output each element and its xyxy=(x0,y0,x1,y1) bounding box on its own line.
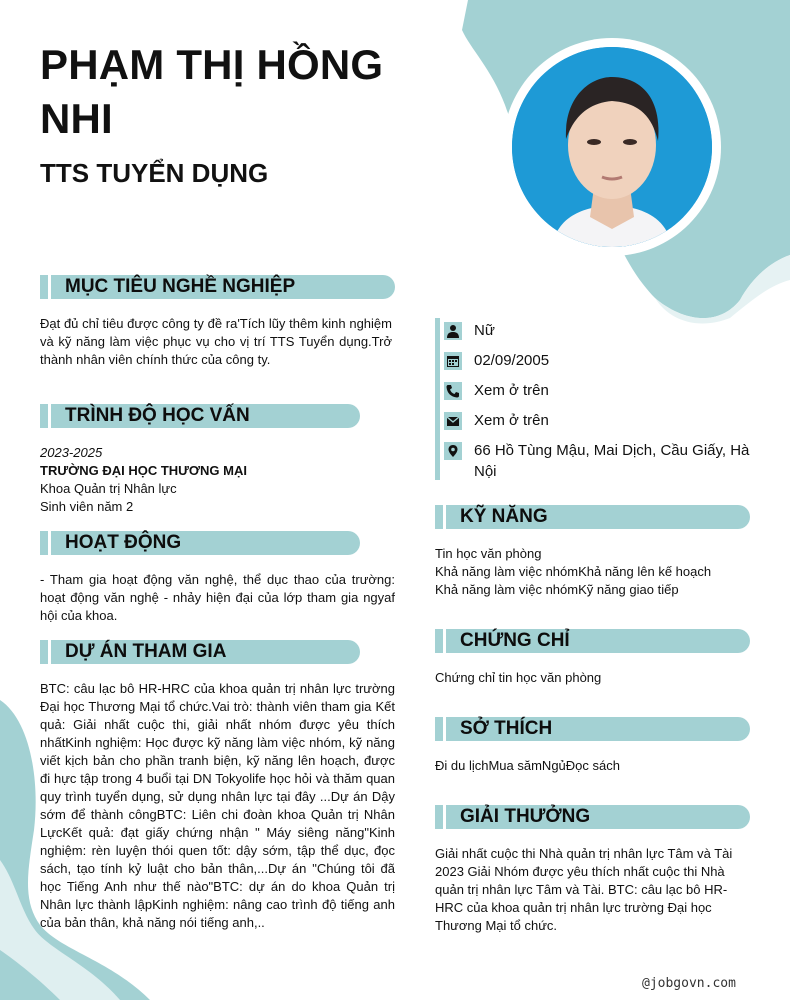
gender-value: Nữ xyxy=(474,322,495,339)
education-school: TRƯỜNG ĐẠI HỌC THƯƠNG MẠI xyxy=(40,463,247,478)
awards-heading xyxy=(435,805,750,829)
candidate-name: PHẠM THỊ HỒNG NHI xyxy=(40,41,384,142)
address-value: 66 Hồ Tùng Mậu, Mai Dịch, Cầu Giấy, Hà Nội xyxy=(474,442,750,480)
activities-heading-label: HOẠT ĐỘNG xyxy=(65,532,182,553)
education-heading-label: TRÌNH ĐỘ HỌC VẤN xyxy=(65,405,250,426)
job-title: TTS TUYỂN DỤNG xyxy=(40,158,269,188)
awards-heading-label: GIẢI THƯỞNG xyxy=(460,806,591,827)
education-year: Sinh viên năm 2 xyxy=(40,499,134,514)
location-pin-icon xyxy=(444,442,462,460)
email-icon xyxy=(444,412,462,430)
education-period: 2023-2025 xyxy=(40,445,103,460)
contact-accent-bar xyxy=(435,318,440,480)
activities-text: - Tham gia hoạt động văn nghệ, thể dục thao của trường: hoạt động văn nghệ - nhảy hiện đại của lớp tham gia ngyaf hội của khoa. xyxy=(40,572,395,623)
dob-value: 02/09/2005 xyxy=(474,352,550,369)
objective-text: Đạt đủ chỉ tiêu được công ty đề ra'Tích lũy thêm kinh nghiệm và kỹ năng làm việc phục vụ cho vị trí TTS Tuyển dụng.Trở thành nhân viên chính thức của công ty. xyxy=(40,316,392,367)
skills-heading xyxy=(435,505,750,529)
skill-item: Khả năng làm việc nhómKỹ năng giao tiếp xyxy=(435,582,679,597)
projects-heading xyxy=(40,640,360,664)
certificates-heading xyxy=(435,629,750,653)
email-value: Xem ở trên xyxy=(474,412,549,429)
calendar-icon xyxy=(444,352,462,370)
skill-item: Khả năng làm việc nhómKhả năng lên kế hoạch xyxy=(435,564,712,579)
phone-icon xyxy=(444,382,462,400)
objective-heading-label: MỤC TIÊU NGHỀ NGHIỆP xyxy=(65,276,296,297)
hobbies-text: Đi du lịchMua sămNgủĐọc sách xyxy=(435,758,620,773)
education-heading xyxy=(40,404,360,428)
projects-text: BTC: câu lạc bô HR-HRC của khoa quản trị nhân lực trường Đại học Thương Mại tổ chức.Vai trò: thành viên tham gia Kết quả: Giải nhất cuộc thi, giải nhất nhóm được yêu thích nhấtKinh nghiệm: Học được kỹ năng làm việc nhóm, kỹ năng viết kịch bản cho phần tranh biện, kỹ năng lên hoạch, được đi hực tập trong 4 buổi tại DN Tokyolife học hỏi và thăm quan quy trình tuyển dụng, sử dụng nhân lực tại đây ...Dự án Dậy sớm để thành côngBTC: Liên chi đoàn khoa Quản trị Nhân LựcKết quả: đạt giấy chứng nhận " Máy siêng năng"Kinh nghiệm: rèn luyện thói quen tốt: dậy sớm, tập thể dục, đọc sách, tạo tính kỷ luật cho bản thân,...Dự án "Chúng tôi đã học Tiếng Anh như thế nào"BTC: dự án do khoa Quản trị Nhân lực thành lậpKinh nghiệm: nâng cao trình độ tiếng anh của bản thân, khả năng nói tiếng anh,.. xyxy=(40,681,395,930)
watermark: @jobgovn.com xyxy=(642,976,736,991)
profile-photo xyxy=(512,47,712,247)
hobbies-heading-label: SỞ THÍCH xyxy=(460,718,553,739)
skills-heading-label: KỸ NĂNG xyxy=(460,506,548,527)
projects-heading-label: DỰ ÁN THAM GIA xyxy=(65,641,227,662)
phone-value: Xem ở trên xyxy=(474,382,549,399)
certificates-heading-label: CHỨNG CHỈ xyxy=(460,630,570,651)
person-icon xyxy=(444,322,462,340)
objective-heading xyxy=(40,275,395,299)
education-faculty: Khoa Quản trị Nhân lực xyxy=(40,481,177,496)
portrait-illustration xyxy=(512,47,712,247)
skill-item: Tin học văn phòng xyxy=(435,546,542,561)
activities-heading xyxy=(40,531,360,555)
certificates-text: Chứng chỉ tin học văn phòng xyxy=(435,670,602,685)
hobbies-heading xyxy=(435,717,750,741)
awards-text: Giải nhất cuộc thi Nhà quản trị nhân lực Tâm và Tài 2023 Giải Nhóm được yêu thích nhất cuộc thi Nhà quản trị nhân lực Tâm và Tài. BTC: câu lạc bô HR-HRC của khoa quản trị nhân lực trường Đại học Thương Mại tổ chức. xyxy=(435,846,733,933)
education-block xyxy=(40,444,392,516)
skills-list xyxy=(435,545,750,599)
